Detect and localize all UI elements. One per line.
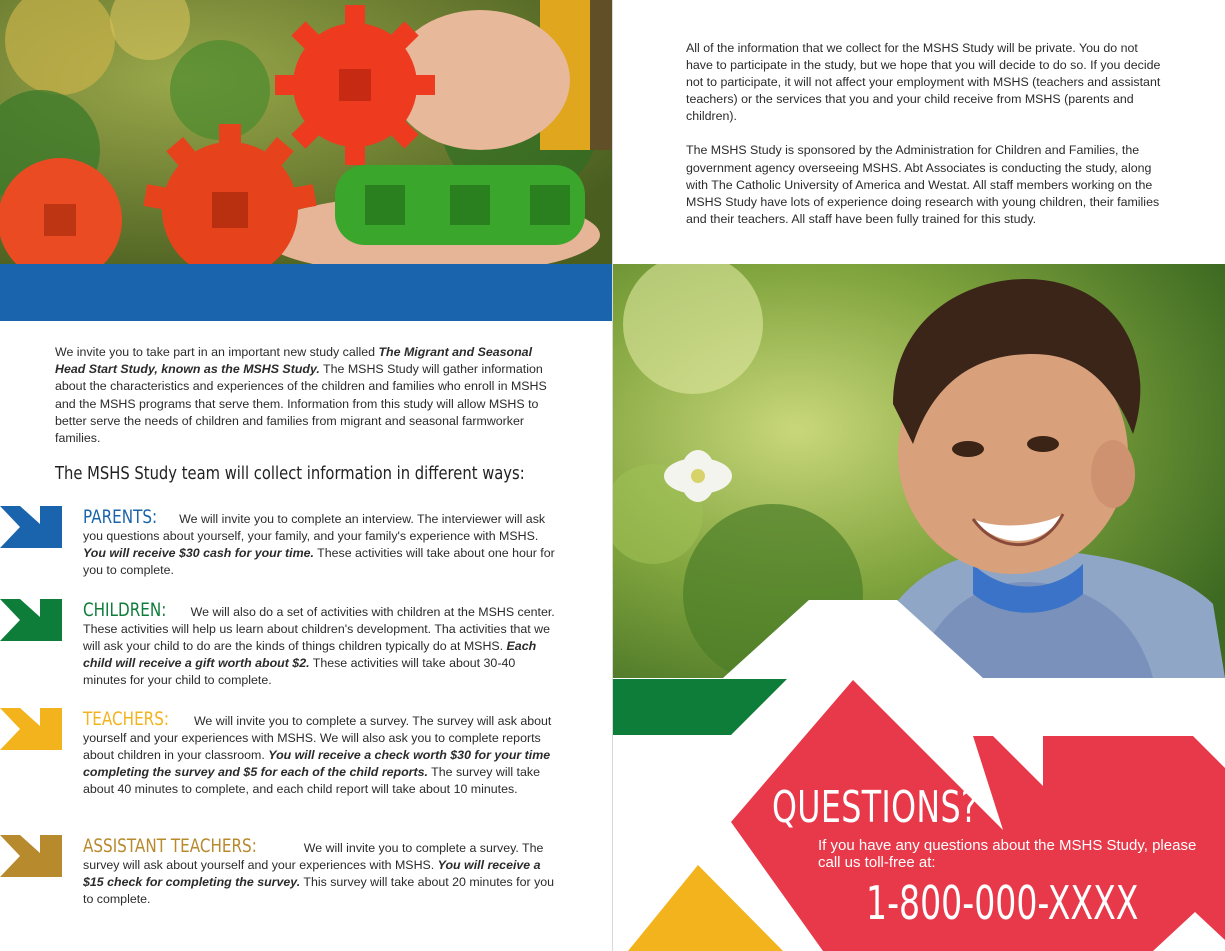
questions-heading: QUESTIONS?	[772, 782, 979, 833]
gold-arrow-icon	[0, 835, 62, 877]
item-emphasis: You will receive a $15 check for completing the survey.	[83, 858, 541, 889]
item-text-end: These activities will take about one hour for you to complete.	[83, 546, 555, 577]
intro-after: The MSHS Study will gather information about the characteristics and experiences of the children and families who enroll in MSHS and the MSHS programs that serve them. Information from this study will allow MSHS to better serve the needs of children and families from migrant and seasonal farmworker families.	[55, 362, 547, 446]
item-emphasis: Each child will receive a gift worth about $2.	[83, 639, 537, 670]
privacy-paragraph-2: The MSHS Study is sponsored by the Administration for Children and Families, the government agency overseeing MSHS. Abt Associates is conducting the study, along with The Catholic University of America and Westat. All staff members working on the MSHS Study have lots of experience doing research with young children, their families and their teachers. All staff have been fully trained for this study.	[686, 143, 1160, 226]
privacy-section	[686, 40, 1166, 228]
item-text-end: This survey will take about 20 minutes for you to complete.	[83, 875, 555, 906]
item-assistant-teachers	[83, 835, 558, 908]
item-text-end: The survey will take about 40 minutes to complete, and each child report will take about 10 minutes.	[83, 765, 540, 796]
item-text: We will invite you to complete an interview. The interviewer will ask you questions about yourself, your family, and your family's experience with MSHS.	[83, 512, 546, 543]
item-children	[83, 599, 558, 689]
ways-heading: The MSHS Study team will collect information in different ways:	[55, 463, 525, 484]
item-label: CHILDREN:	[83, 599, 167, 621]
yellow-arrow-icon	[0, 708, 62, 750]
privacy-paragraph-1: All of the information that we collect for the MSHS Study will be private. You do not have to participate in the study, but we hope that you will decide to do so. If you decide not to participate, it will not affect your employment with MSHS (teachers and assistant teachers) or the services that you and your child receive from MSHS (parents and children).	[686, 41, 1161, 124]
item-parents	[83, 506, 558, 579]
item-text: We will also do a set of activities with children at the MSHS center. These activities will help us learn about children's development. Tha activities that we will ask your child to do are the kinds of things children typically do at MSHS.	[83, 605, 555, 653]
gears-photo	[0, 0, 612, 264]
item-teachers	[83, 708, 558, 798]
item-text-end: These activities will take about 30-40 minutes for your child to complete.	[83, 656, 516, 687]
blue-arrow-icon	[0, 506, 62, 548]
blue-band	[0, 264, 612, 321]
green-arrow-icon	[0, 599, 62, 641]
item-label: ASSISTANT TEACHERS:	[83, 835, 257, 857]
intro-before: We invite you to take part in an important new study called	[55, 345, 379, 359]
study-name: The Migrant and Seasonal Head Start Study, known as the MSHS Study.	[55, 345, 533, 377]
item-text: We will invite you to complete a survey. The survey will ask about yourself and your experiences with MSHS.	[83, 841, 544, 872]
phone-number[interactable]: 1-800-000-XXXX	[866, 876, 1139, 930]
item-emphasis: You will receive a check worth $30 for your time completing the survey and $5 for each of the child reports.	[83, 748, 551, 779]
intro-paragraph	[55, 344, 547, 447]
item-label: TEACHERS:	[83, 708, 169, 730]
item-emphasis: You will receive $30 cash for your time.	[83, 546, 314, 560]
item-label: PARENTS:	[83, 506, 158, 528]
questions-text: If you have any questions about the MSHS Study, please call us toll-free at:	[818, 837, 1197, 871]
item-text: We will invite you to complete a survey. The survey will ask about yourself and your experiences with MSHS. We will also ask you to complete reports about children in your classroom.	[83, 714, 552, 762]
gears-illustration	[0, 0, 612, 264]
